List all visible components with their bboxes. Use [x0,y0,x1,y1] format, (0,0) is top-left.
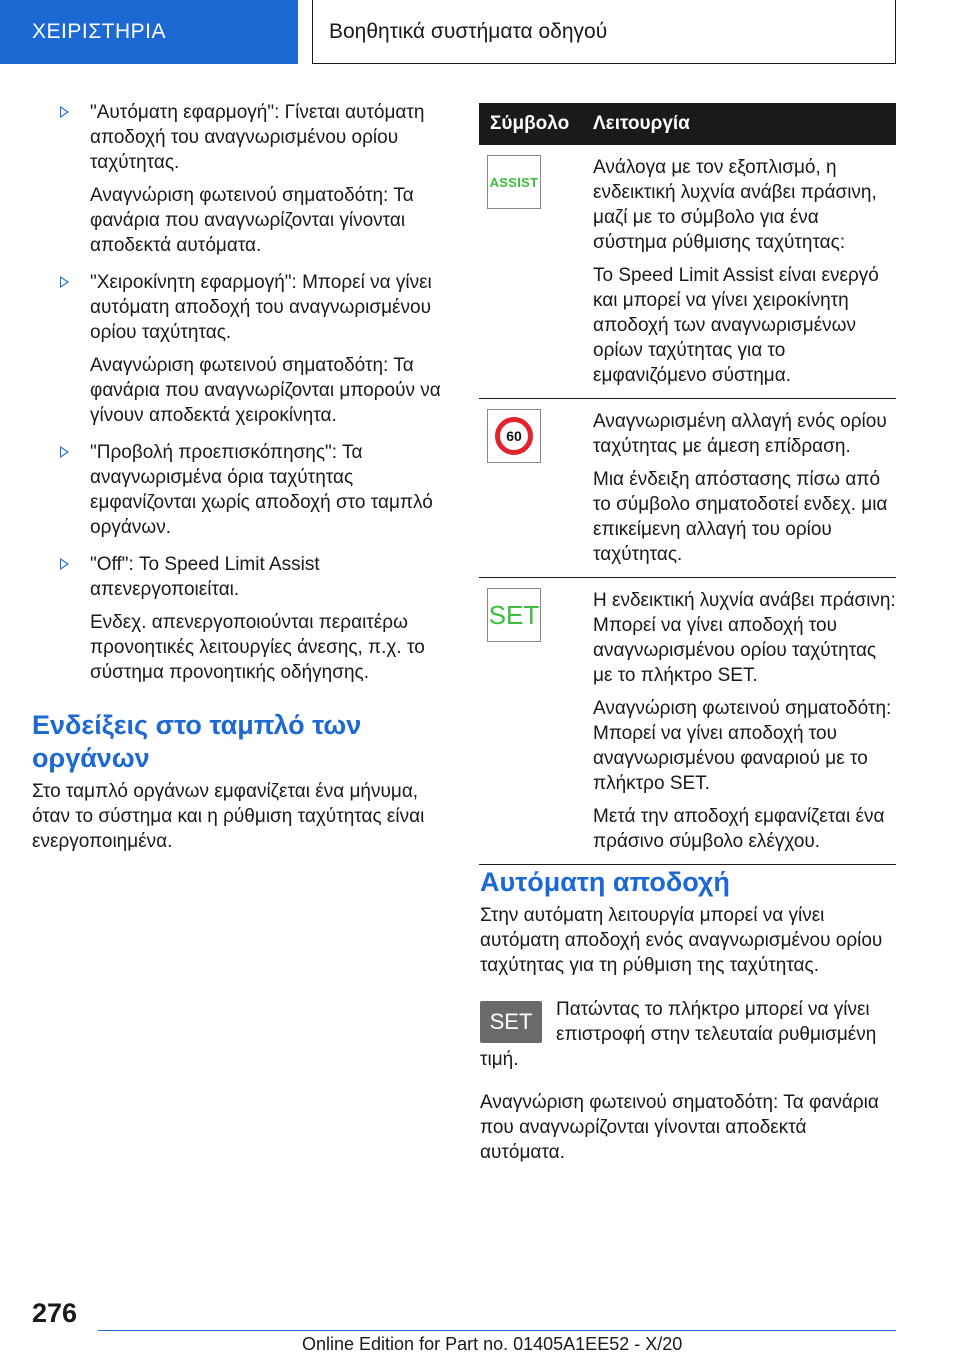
left-column [32,100,452,873]
cell-text: Το Speed Limit Assist είναι ενεργό και μπορεί να γίνει χειροκίνητη αποδοχή των αναγνωρισμένων ορίων ταχύτητας για το εμφανιζόμενο σύστημα. [593,265,879,386]
set-icon: SET [487,588,541,642]
list-item [32,270,452,345]
speed-limit-sign-icon: 60 [487,409,541,463]
bullet-triangle-icon [60,558,69,570]
list-item-note: Ενδεχ. απενεργοποιούνται περαιτέρω προνοητικές λειτουργίες άνεσης, π.χ. το σύστημα προνοητικής οδήγησης. [90,612,425,683]
page-number: 276 [32,1298,78,1328]
column-header-function: Λειτουργία [593,113,690,134]
bullet-triangle-icon [60,276,69,288]
list-item-note: Αναγνώριση φωτεινού σηματοδότη: Τα φανάρια που αναγνωρίζονται μπορούν να γίνουν αποδεκτά χειροκίνητα. [90,355,441,426]
table-row [479,578,896,865]
section-title: ΧΕΙΡΙΣΤΗΡΙΑ [0,0,298,64]
button-description [480,997,896,1072]
body-paragraph: Αναγνώριση φωτεινού σηματοδότη: Τα φανάρια που αναγνωρίζονται γίνονται αποδεκτά αυτόματα. [480,1092,879,1163]
list-item-text: "Off": Το Speed Limit Assist απενεργοποιείται. [90,554,320,600]
section-heading: Ενδείξεις στο ταμπλό των οργάνων [32,710,362,773]
table-row [479,399,896,578]
right-column [480,866,896,1184]
chapter-title: Βοηθητικά συστήματα οδηγού [312,0,896,64]
section-heading: Αυτόματη αποδοχή [480,867,730,897]
column-header-symbol: Σύμβολο [490,113,570,134]
table-row [479,145,896,399]
bullet-triangle-icon [60,446,69,458]
cell-text: Η ενδεικτική λυχνία ανάβει πράσινη: Μπορεί να γίνει αποδοχή του αναγνωρισμένου ορίου ταχύτητας με το πλήκτρο SET. [593,590,896,686]
list-item [32,100,452,175]
symbol-table [479,103,896,865]
assist-icon: ASSIST [487,155,541,209]
body-paragraph: Στην αυτόματη λειτουργία μπορεί να γίνει αυτόματη αποδοχή ενός αναγνωρισμένου ορίου ταχύτητας για τη ρύθμιση της ταχύτητας. [480,905,883,976]
list-item [32,440,452,540]
cell-text: Μια ένδειξη απόστασης πίσω από το σύμβολο σηματοδοτεί ενδεχ. μια επικείμενη αλλαγή του ορίου ταχύτητας. [593,469,888,565]
cell-text: Αναγνώριση φωτεινού σηματοδότη: Μπορεί να γίνει αποδοχή του αναγνωρισμένου φαναριού με το πλήκτρο SET. [593,698,892,794]
list-item-text: "Χειροκίνητη εφαρμογή": Μπορεί να γίνει αυτόματη αποδοχή του αναγνωρισμένου ορίου ταχύτητας. [90,272,432,343]
button-description-text: Πατώντας το πλήκτρο μπορεί να γίνει επιστροφή στην τελευταία ρυθμισμένη τιμή. [480,999,877,1070]
list-item-text: "Αυτόματη εφαρμογή": Γίνεται αυτόματη αποδοχή του αναγνωρισμένου ορίου ταχύτητας. [90,102,425,173]
list-item-note: Αναγνώριση φωτεινού σηματοδότη: Τα φανάρια που αναγνωρίζονται γίνονται αποδεκτά αυτόματα. [90,185,414,256]
cell-text: Μετά την αποδοχή εμφανίζεται ένα πράσινο σύμβολο ελέγχου. [593,806,885,852]
table-header [479,103,896,145]
cell-text: Αναγνωρισμένη αλλαγή ενός ορίου ταχύτητας με άμεση επίδραση. [593,411,887,457]
list-item-text: "Προβολή προεπισκόπησης": Τα αναγνωρισμένα όρια ταχύτητας εμφανίζονται χωρίς αποδοχή στο ταμπλό οργάνων. [90,442,433,538]
list-item [32,552,452,602]
bullet-triangle-icon [60,106,69,118]
set-button-icon: SET [480,1001,542,1043]
edition-note: Online Edition for Part no. 01405A1EE52 - X/20 [302,1334,683,1354]
cell-text: Ανάλογα με τον εξοπλισμό, η ενδεικτική λυχνία ανάβει πράσινη, μαζί με το σύμβολο για ένα σύστημα ρύθμισης ταχύτητας: [593,157,877,253]
footer-divider [98,1330,896,1331]
body-paragraph: Στο ταμπλό οργάνων εμφανίζεται ένα μήνυμα, όταν το σύστημα και η ρύθμιση ταχύτητας είναι ενεργοποιημένα. [32,781,425,852]
